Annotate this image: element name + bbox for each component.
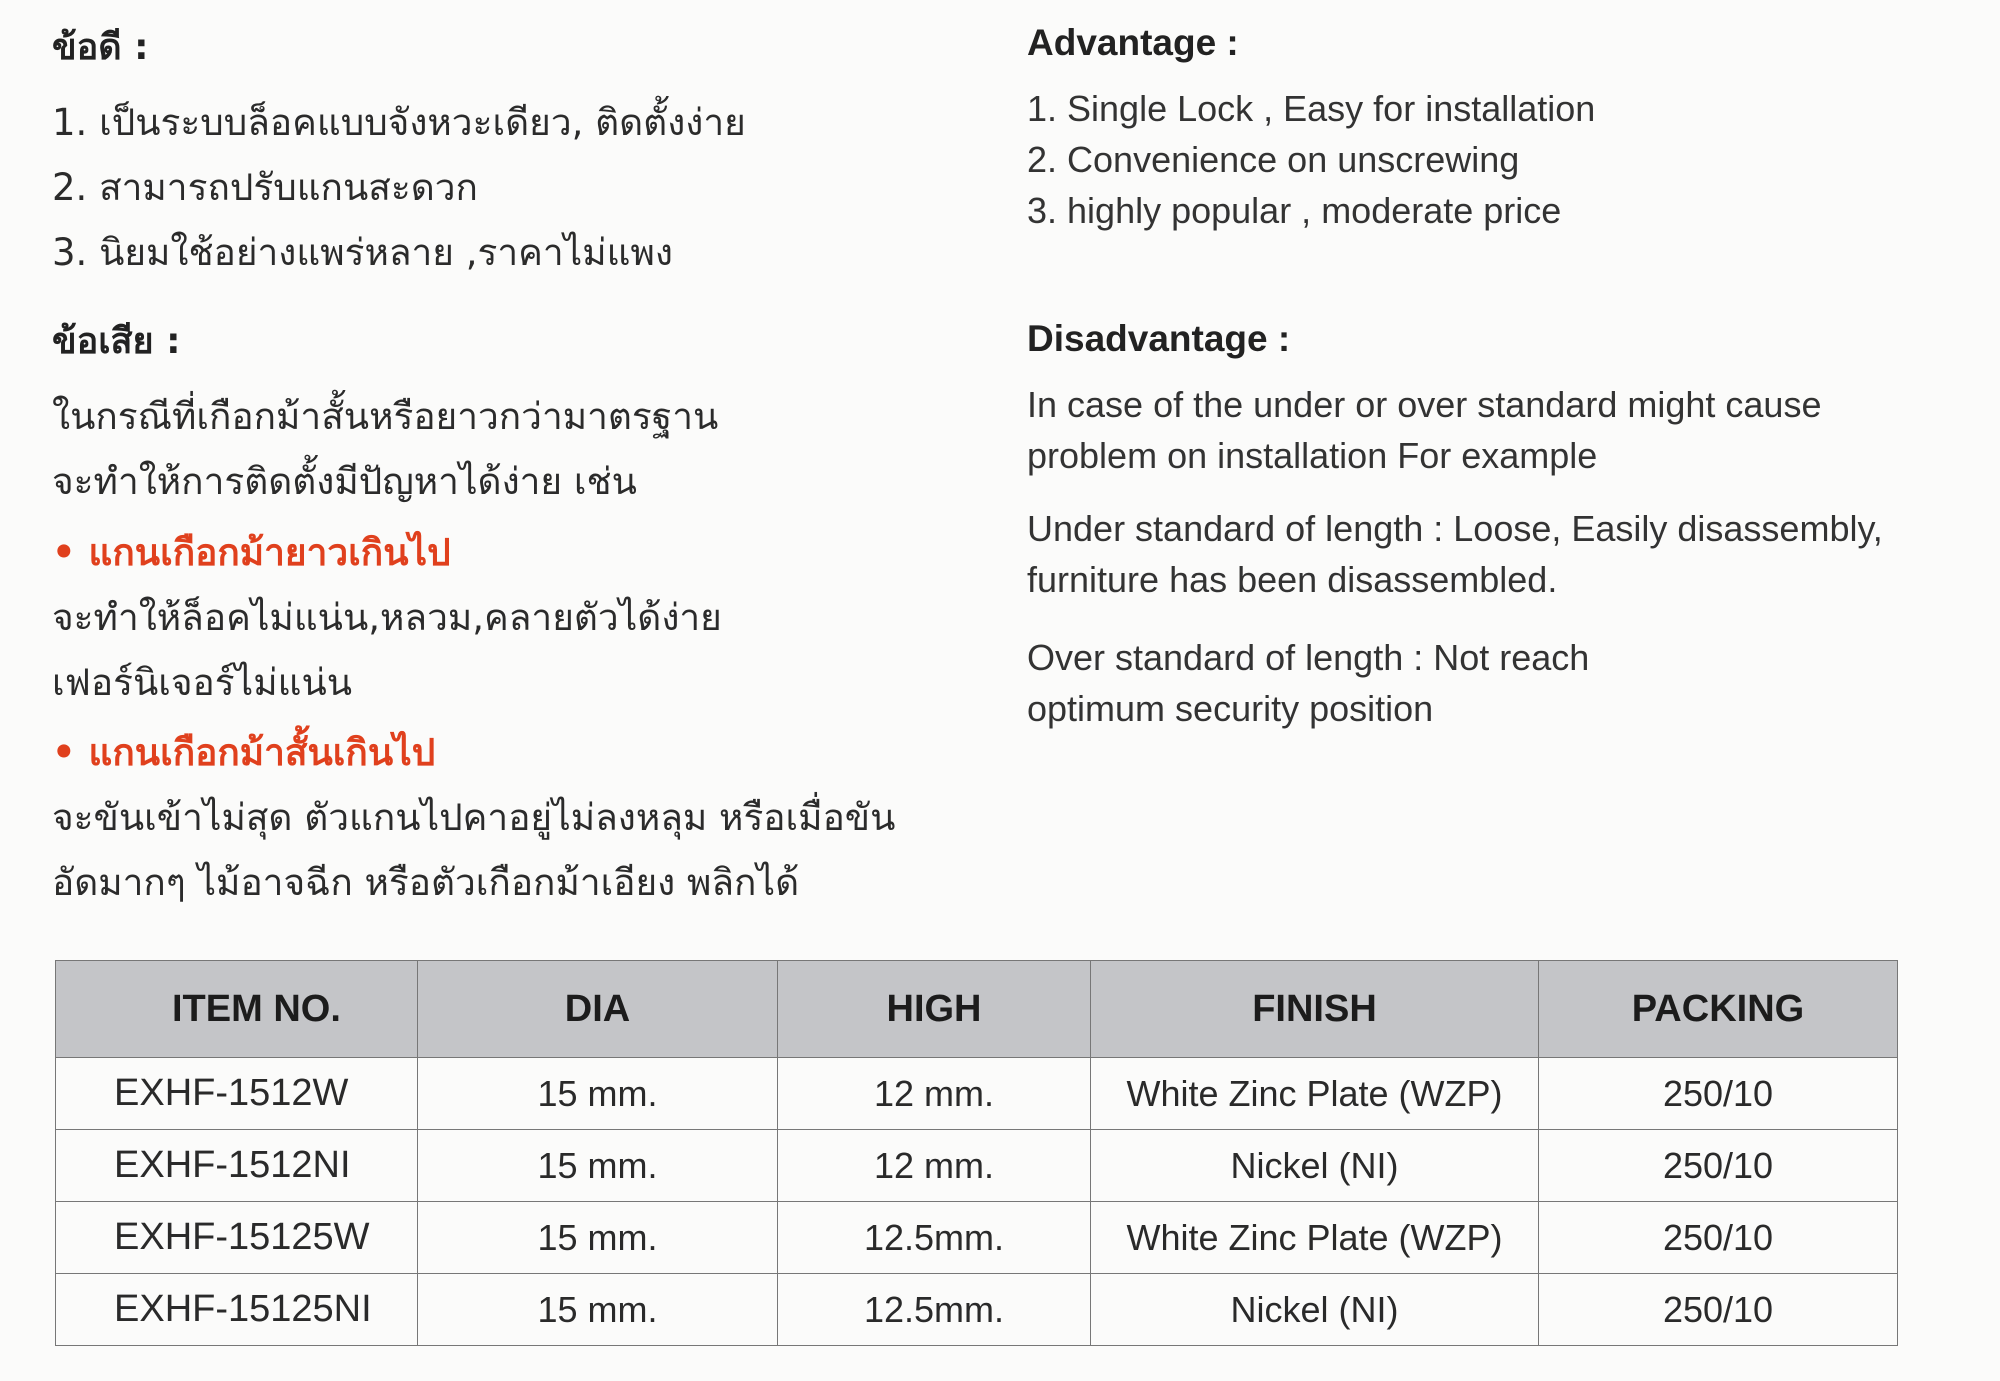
thai-long-text-1: จะทำให้ล็อคไม่แน่น,หลวม,คลายตัวได้ง่าย — [52, 596, 722, 639]
cell-high: 12.5mm. — [778, 1274, 1091, 1346]
cell-dia: 15 mm. — [418, 1274, 778, 1346]
cell-item-no: EXHF-1512NI — [56, 1130, 418, 1202]
header-dia: DIA — [418, 961, 778, 1058]
english-over-text-2: optimum security position — [1027, 688, 1434, 729]
thai-short-text-2: อัดมากๆ ไม้อาจฉีก หรือตัวเกือกม้าเอียง พลิกได้ — [52, 861, 800, 904]
english-advantage-3: 3. highly popular , moderate price — [1027, 190, 1562, 231]
spec-table — [55, 960, 1898, 1346]
cell-item-no: EXHF-15125W — [56, 1202, 418, 1274]
thai-disadvantage-intro-2: จะทำให้การติดตั้งมีปัญหาได้ง่าย เช่น — [52, 460, 637, 503]
thai-disadvantage-intro-1: ในกรณีที่เกือกม้าสั้นหรือยาวกว่ามาตรฐาน — [52, 395, 719, 438]
cell-packing: 250/10 — [1539, 1202, 1898, 1274]
cell-high: 12 mm. — [778, 1130, 1091, 1202]
table-row — [56, 1274, 1898, 1346]
english-advantage-1: 1. Single Lock , Easy for installation — [1027, 88, 1596, 129]
thai-advantage-1: 1. เป็นระบบล็อคแบบจังหวะเดียว, ติดตั้งง่าย — [52, 101, 746, 144]
cell-finish: Nickel (NI) — [1091, 1130, 1539, 1202]
english-under-text-1: Under standard of length : Loose, Easily disassembly, — [1027, 508, 1883, 549]
cell-finish: White Zinc Plate (WZP) — [1091, 1058, 1539, 1130]
table-row — [56, 1202, 1898, 1274]
thai-advantages-heading: ข้อดี : — [52, 27, 149, 68]
cell-high: 12.5mm. — [778, 1202, 1091, 1274]
thai-short-text-1: จะขันเข้าไม่สุด ตัวแกนไปคาอยู่ไม่ลงหลุม หรือเมื่อขัน — [52, 796, 896, 839]
english-over-text-1: Over standard of length : Not reach — [1027, 637, 1590, 678]
thai-advantage-3: 3. นิยมใช้อย่างแพร่หลาย ,ราคาไม่แพง — [52, 231, 673, 274]
cell-packing: 250/10 — [1539, 1274, 1898, 1346]
table-header-row — [56, 961, 1898, 1058]
cell-dia: 15 mm. — [418, 1202, 778, 1274]
header-finish: FINISH — [1091, 961, 1539, 1058]
table-row — [56, 1130, 1898, 1202]
header-high: HIGH — [778, 961, 1091, 1058]
thai-disadvantages-heading: ข้อเสีย : — [52, 321, 181, 362]
cell-packing: 250/10 — [1539, 1130, 1898, 1202]
cell-dia: 15 mm. — [418, 1130, 778, 1202]
thai-advantage-2: 2. สามารถปรับแกนสะดวก — [52, 166, 478, 209]
table-row — [56, 1058, 1898, 1130]
thai-long-text-2: เฟอร์นิเจอร์ไม่แน่น — [52, 661, 353, 704]
english-disadvantage-intro-2: problem on installation For example — [1027, 435, 1598, 476]
english-under-text-2: furniture has been disassembled. — [1027, 559, 1558, 600]
header-item-no: ITEM NO. — [56, 961, 418, 1058]
cell-dia: 15 mm. — [418, 1058, 778, 1130]
cell-high: 12 mm. — [778, 1058, 1091, 1130]
english-advantage-2: 2. Convenience on unscrewing — [1027, 139, 1520, 180]
cell-item-no: EXHF-15125NI — [56, 1274, 418, 1346]
cell-finish: White Zinc Plate (WZP) — [1091, 1202, 1539, 1274]
english-disadvantage-intro-1: In case of the under or over standard might cause — [1027, 384, 1822, 425]
cell-finish: Nickel (NI) — [1091, 1274, 1539, 1346]
header-packing: PACKING — [1539, 961, 1898, 1058]
cell-item-no: EXHF-1512W — [56, 1058, 418, 1130]
english-advantages-heading: Advantage : — [1027, 22, 1239, 63]
english-disadvantages-heading: Disadvantage : — [1027, 318, 1291, 359]
thai-short-axis-bullet: • แกนเกือกม้าสั้นเกินไป — [52, 731, 436, 774]
cell-packing: 250/10 — [1539, 1058, 1898, 1130]
thai-long-axis-bullet: • แกนเกือกม้ายาวเกินไป — [52, 531, 451, 574]
